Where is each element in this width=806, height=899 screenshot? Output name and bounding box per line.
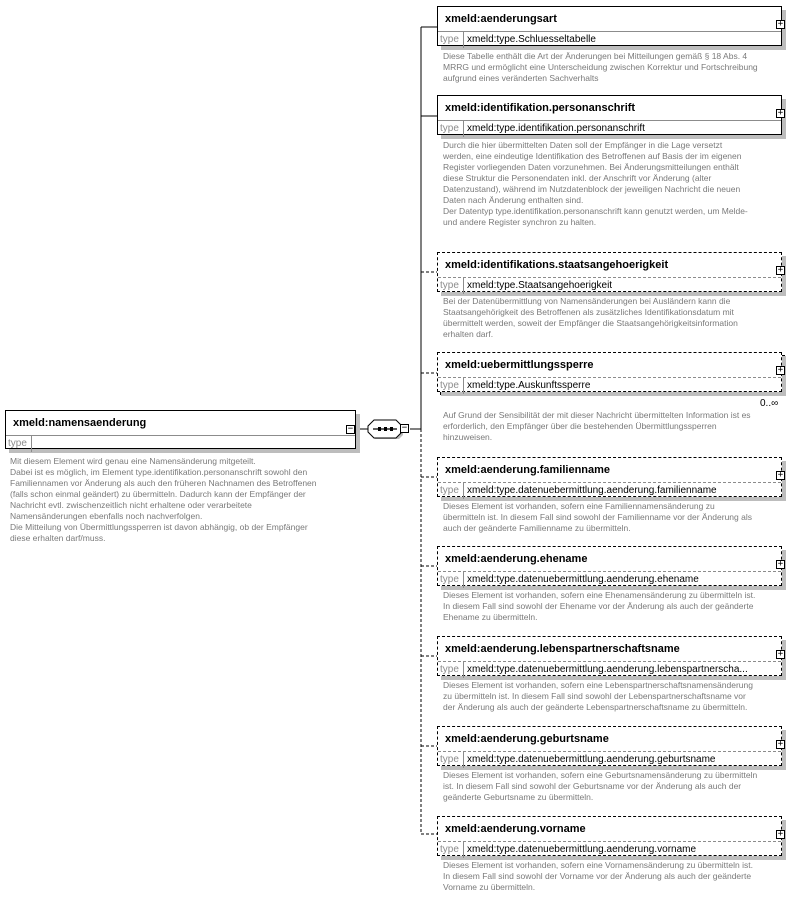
type-label: type: [438, 662, 464, 678]
element-box-aenderung-familienname[interactable]: [437, 457, 782, 497]
root-collapse-toggle[interactable]: −: [347, 424, 354, 434]
type-label: type: [438, 572, 464, 588]
type-value: xmeld:type.Schluesseltabelle: [467, 34, 596, 45]
type-label: type: [438, 32, 464, 48]
type-value: xmeld:type.datenuebermittlung.aenderung.ehename: [467, 574, 699, 585]
type-label: type: [438, 483, 464, 499]
type-label: type: [438, 378, 464, 394]
type-row: [438, 277, 781, 294]
element-description-staatsangehoerigkeit: Bei der Datenübermittlung von Namensänderungen bei Ausländern kann die Staatsangehörigkeit des Betroffenen als zusätzliches Identifikationsdatum mit übermittelt werden, soweit der Empfänger die Staatsangehörigkeitsinformation erhalten darf.: [443, 296, 738, 339]
type-label: type: [438, 278, 464, 294]
element-title: xmeld:aenderung.vorname: [445, 823, 586, 835]
element-description-identifikation-personanschrift: Durch die hier übermittelten Daten soll der Empfänger in die Lage versetzt werden, eine eindeutige Identifikation des Betroffenen auf Basis der im eigenen Register vorliegenden Daten vorzunehmen. Bei Änderungsmitteilungen enthält diese Struktur die Personendaten inkl. der Anschrift vor Änderung (alter Datenzustand), während im Nutzdatenblock der jeweiligen Nachricht die neuen Daten nach Änderung enthalten sind. Der Datentyp type.identifikation.personanschrift kann genutzt werden, um Melde- und andere Register synchron zu halten.: [443, 140, 748, 227]
expand-icon[interactable]: +: [777, 19, 784, 29]
element-title: xmeld:aenderungsart: [445, 13, 557, 25]
element-box-aenderung-geburtsname[interactable]: [437, 726, 782, 766]
element-title: xmeld:aenderung.ehename: [445, 553, 588, 565]
type-row: [438, 31, 781, 48]
element-title: xmeld:aenderung.familienname: [445, 464, 611, 476]
element-description-aenderungsart: Diese Tabelle enthält die Art der Änderungen bei Mitteilungen gemäß § 18 Abs. 4 MRRG und ermöglicht eine Unterscheidung zwischen Korrektur und Fortschreibung aufgrund eines veränderten Sachverhalts: [443, 51, 758, 83]
element-box-aenderung-ehename[interactable]: [437, 546, 782, 586]
expand-icon[interactable]: +: [777, 265, 784, 275]
type-value: xmeld:type.datenuebermittlung.aenderung.vorname: [467, 844, 697, 855]
element-description-ehename: Dieses Element ist vorhanden, sofern eine Ehenamensänderung zu übermitteln ist. In diesem Fall sind sowohl der Ehename vor der Änderung als auch der geänderte Ehename zu übermitteln.: [443, 590, 756, 622]
root-type-row: [6, 435, 355, 452]
element-description-geburtsname: Dieses Element ist vorhanden, sofern eine Geburtsnamensänderung zu übermitteln ist. In diesem Fall sind sowohl der Geburtsname vor der Änderung als auch der geänderte Geburtsname zu übermitteln.: [443, 770, 758, 802]
expand-icon[interactable]: +: [777, 365, 784, 375]
type-value: xmeld:type.Staatsangehoerigkeit: [467, 280, 613, 291]
element-box-uebermittlungssperre[interactable]: [437, 352, 782, 392]
element-box-identifikation-personanschrift[interactable]: [437, 95, 782, 135]
type-row: [438, 571, 781, 588]
expand-icon[interactable]: +: [777, 559, 784, 569]
type-row: [438, 661, 781, 678]
type-value: xmeld:type.datenuebermittlung.aenderung.lebenspartnerscha...: [467, 664, 748, 675]
type-value: xmeld:type.Auskunftssperre: [467, 380, 591, 391]
sequence-compositor-icon: [367, 419, 403, 439]
element-box-aenderung-lebenspartnerschaftsname[interactable]: [437, 636, 782, 676]
root-element-box[interactable]: [5, 410, 356, 449]
type-row: [438, 120, 781, 137]
element-description-vorname: Dieses Element ist vorhanden, sofern eine Vornamensänderung zu übermitteln ist. In diesem Fall sind sowohl der Vorname vor der Änderung als auch der geänderte Vorname zu übermitteln.: [443, 860, 753, 892]
root-element-description: Mit diesem Element wird genau eine Namensänderung mitgeteilt. Dabei ist es möglich, im Element type.identifikation.personanschrift sowohl den Familiennamen vor Änderung als auch den früheren Nachnamen des Betroffenen (falls schon einmal geändert) zu übermitteln. Dadurch kann der Empfänger der Nachricht evtl. zwischenzeitlich nicht erhaltene oder verarbeitete Namensänderungen ebenfalls noch nachverfolgen. Die Mitteilung von Übermittlungssperren ist davon abhängig, ob der Empfänger diese erhalten darf/muss.: [10, 456, 317, 543]
element-box-identifikations-staatsangehoerigkeit[interactable]: [437, 252, 782, 292]
expand-icon[interactable]: +: [777, 739, 784, 749]
element-title: xmeld:identifikations.staatsangehoerigkeit: [445, 259, 669, 271]
element-description-lebenspartnerschaftsname: Dieses Element ist vorhanden, sofern eine Lebenspartnerschaftsnamensänderung zu übermitteln ist. In diesem Fall sind sowohl der Lebenspartnerschaftsname vor der Änderung als auch der geänderte Lebenspartnerschaftsname zu übermitteln.: [443, 680, 753, 712]
expand-icon[interactable]: +: [777, 649, 784, 659]
type-row: [438, 751, 781, 768]
root-type-label: type: [6, 436, 32, 452]
element-title: xmeld:uebermittlungssperre: [445, 359, 594, 371]
type-label: type: [438, 842, 464, 858]
element-title: xmeld:aenderung.lebenspartnerschaftsname: [445, 643, 680, 655]
type-row: [438, 841, 781, 858]
root-element-title: xmeld:namensaenderung: [13, 417, 147, 429]
element-title: xmeld:identifikation.personanschrift: [445, 102, 636, 114]
expand-icon[interactable]: +: [777, 829, 784, 839]
sequence-collapse-toggle[interactable]: −: [401, 423, 408, 433]
type-value: xmeld:type.datenuebermittlung.aenderung.familienname: [467, 485, 717, 496]
expand-icon[interactable]: +: [777, 470, 784, 480]
element-description-familienname: Dieses Element ist vorhanden, sofern eine Familiennamensänderung zu übermitteln ist. In diesem Fall sind sowohl der Familienname vor der Änderung als auch der geänderte Familienname zu übermitteln.: [443, 501, 752, 533]
type-value: xmeld:type.datenuebermittlung.aenderung.geburtsname: [467, 754, 716, 765]
expand-icon[interactable]: +: [777, 108, 784, 118]
cardinality-label: 0..∞: [760, 398, 779, 409]
element-title: xmeld:aenderung.geburtsname: [445, 733, 609, 745]
element-box-aenderungsart[interactable]: [437, 6, 782, 46]
type-value: xmeld:type.identifikation.personanschrift: [467, 123, 645, 134]
type-label: type: [438, 752, 464, 768]
type-row: [438, 482, 781, 499]
element-box-aenderung-vorname[interactable]: [437, 816, 782, 856]
element-description-uebermittlungssperre: Auf Grund der Sensibilität der mit dieser Nachricht übermittelten Information ist es erforderlich, den Empfänger über die bestehenden Übermittlungssperren hinzuweisen.: [443, 410, 751, 442]
type-row: [438, 377, 781, 394]
type-label: type: [438, 121, 464, 137]
